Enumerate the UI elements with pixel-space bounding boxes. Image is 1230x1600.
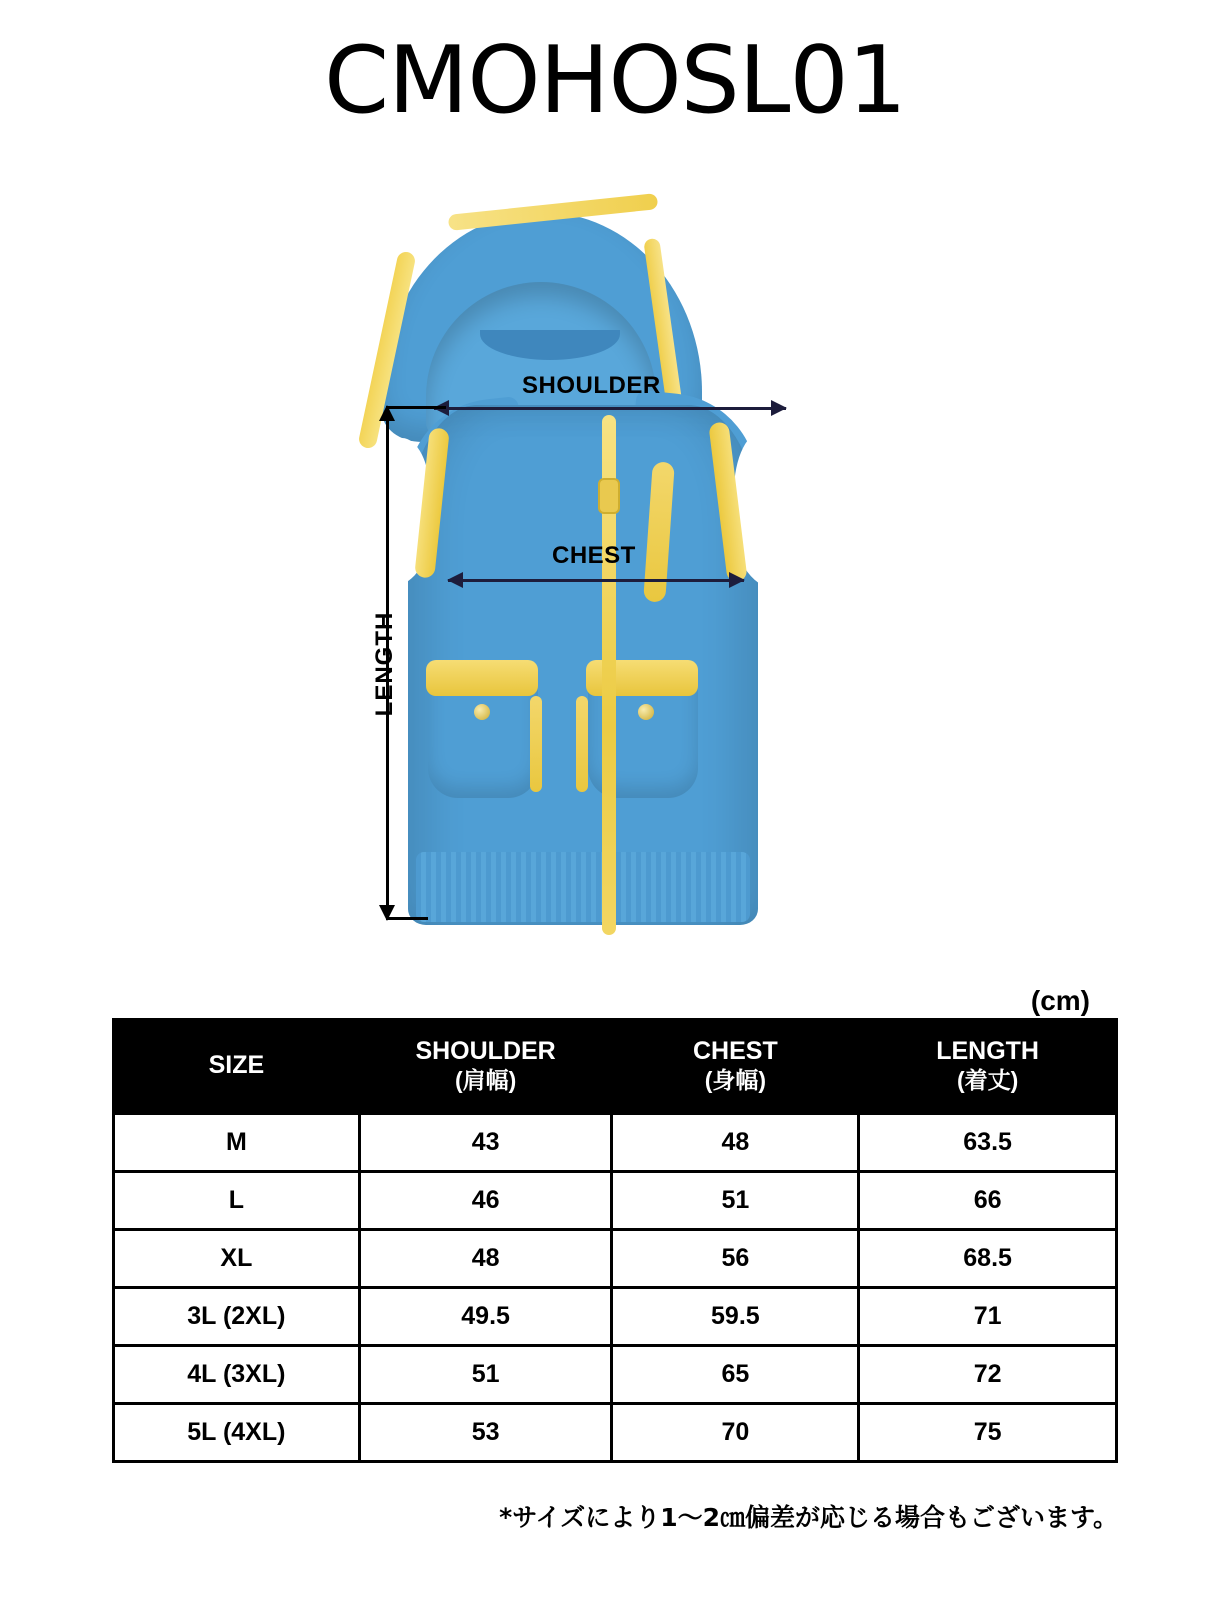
- cell-size: M: [114, 1113, 360, 1171]
- garment-diagram: [330, 190, 890, 980]
- shoulder-measure-label: SHOULDER: [522, 372, 661, 399]
- unit-label: (cm): [1030, 985, 1090, 1016]
- column-header-size: [114, 1020, 360, 1114]
- cell-length: 72: [859, 1345, 1117, 1403]
- column-header-shoulder: [359, 1020, 612, 1114]
- shoulder-measure-arrow: [434, 407, 786, 410]
- cell-length: 66: [859, 1171, 1117, 1229]
- table-row: [114, 1345, 1117, 1403]
- zipper-pull: [598, 478, 620, 514]
- table-row: [114, 1287, 1117, 1345]
- cell-shoulder: 46: [359, 1171, 612, 1229]
- cell-length: 63.5: [859, 1113, 1117, 1171]
- table-row: [114, 1113, 1117, 1171]
- cell-size: 4L (3XL): [114, 1345, 360, 1403]
- length-tick-bottom: [386, 917, 428, 920]
- column-header-length-main: LENGTH: [936, 1037, 1039, 1065]
- column-header-size-main: SIZE: [208, 1050, 265, 1079]
- size-chart-table-wrapper: [112, 1018, 1118, 1463]
- table-header-row: [114, 1020, 1117, 1114]
- column-header-chest-sub: (身幅): [704, 1066, 767, 1093]
- cell-size: L: [114, 1171, 360, 1229]
- cell-chest: 70: [612, 1403, 859, 1461]
- chest-measure-arrow: [448, 579, 744, 582]
- column-header-chest-main: CHEST: [692, 1037, 778, 1065]
- cell-shoulder: 51: [359, 1345, 612, 1403]
- cell-size: 5L (4XL): [114, 1403, 360, 1461]
- cell-length: 68.5: [859, 1229, 1117, 1287]
- length-measure-label: LENGTH: [371, 611, 398, 717]
- cell-shoulder: 49.5: [359, 1287, 612, 1345]
- cell-length: 75: [859, 1403, 1117, 1461]
- cell-chest: 59.5: [612, 1287, 859, 1345]
- cell-chest: 56: [612, 1229, 859, 1287]
- chest-measure-label: CHEST: [552, 542, 636, 569]
- column-header-length: [859, 1020, 1117, 1114]
- vest-illustration: [330, 190, 890, 980]
- cell-size: 3L (2XL): [114, 1287, 360, 1345]
- cell-size: XL: [114, 1229, 360, 1287]
- size-chart-table: [112, 1018, 1118, 1463]
- column-header-chest: [612, 1020, 859, 1114]
- column-header-length-sub: (着丈): [956, 1066, 1019, 1093]
- cargo-pocket-zipper-right: [576, 696, 588, 792]
- page-title: CMOHOSL01: [324, 26, 906, 134]
- cell-length: 71: [859, 1287, 1117, 1345]
- length-tick-top: [386, 406, 446, 409]
- table-row: [114, 1171, 1117, 1229]
- size-deviation-note: *サイズにより1〜2㎝偏差が応じる場合もございます。: [499, 1503, 1118, 1532]
- table-row: [114, 1229, 1117, 1287]
- cell-chest: 51: [612, 1171, 859, 1229]
- cell-shoulder: 53: [359, 1403, 612, 1461]
- cargo-pocket-zipper-left: [530, 696, 542, 792]
- column-header-shoulder-main: SHOULDER: [415, 1037, 556, 1065]
- cargo-pocket-snap-right: [638, 704, 654, 720]
- table-row: [114, 1403, 1117, 1461]
- cell-shoulder: 43: [359, 1113, 612, 1171]
- cell-shoulder: 48: [359, 1229, 612, 1287]
- cargo-pocket-snap-left: [474, 704, 490, 720]
- ribbed-hem: [416, 852, 750, 922]
- cargo-pocket-flap-left: [426, 660, 538, 696]
- cell-chest: 48: [612, 1113, 859, 1171]
- column-header-shoulder-sub: (肩幅): [454, 1066, 517, 1093]
- cell-chest: 65: [612, 1345, 859, 1403]
